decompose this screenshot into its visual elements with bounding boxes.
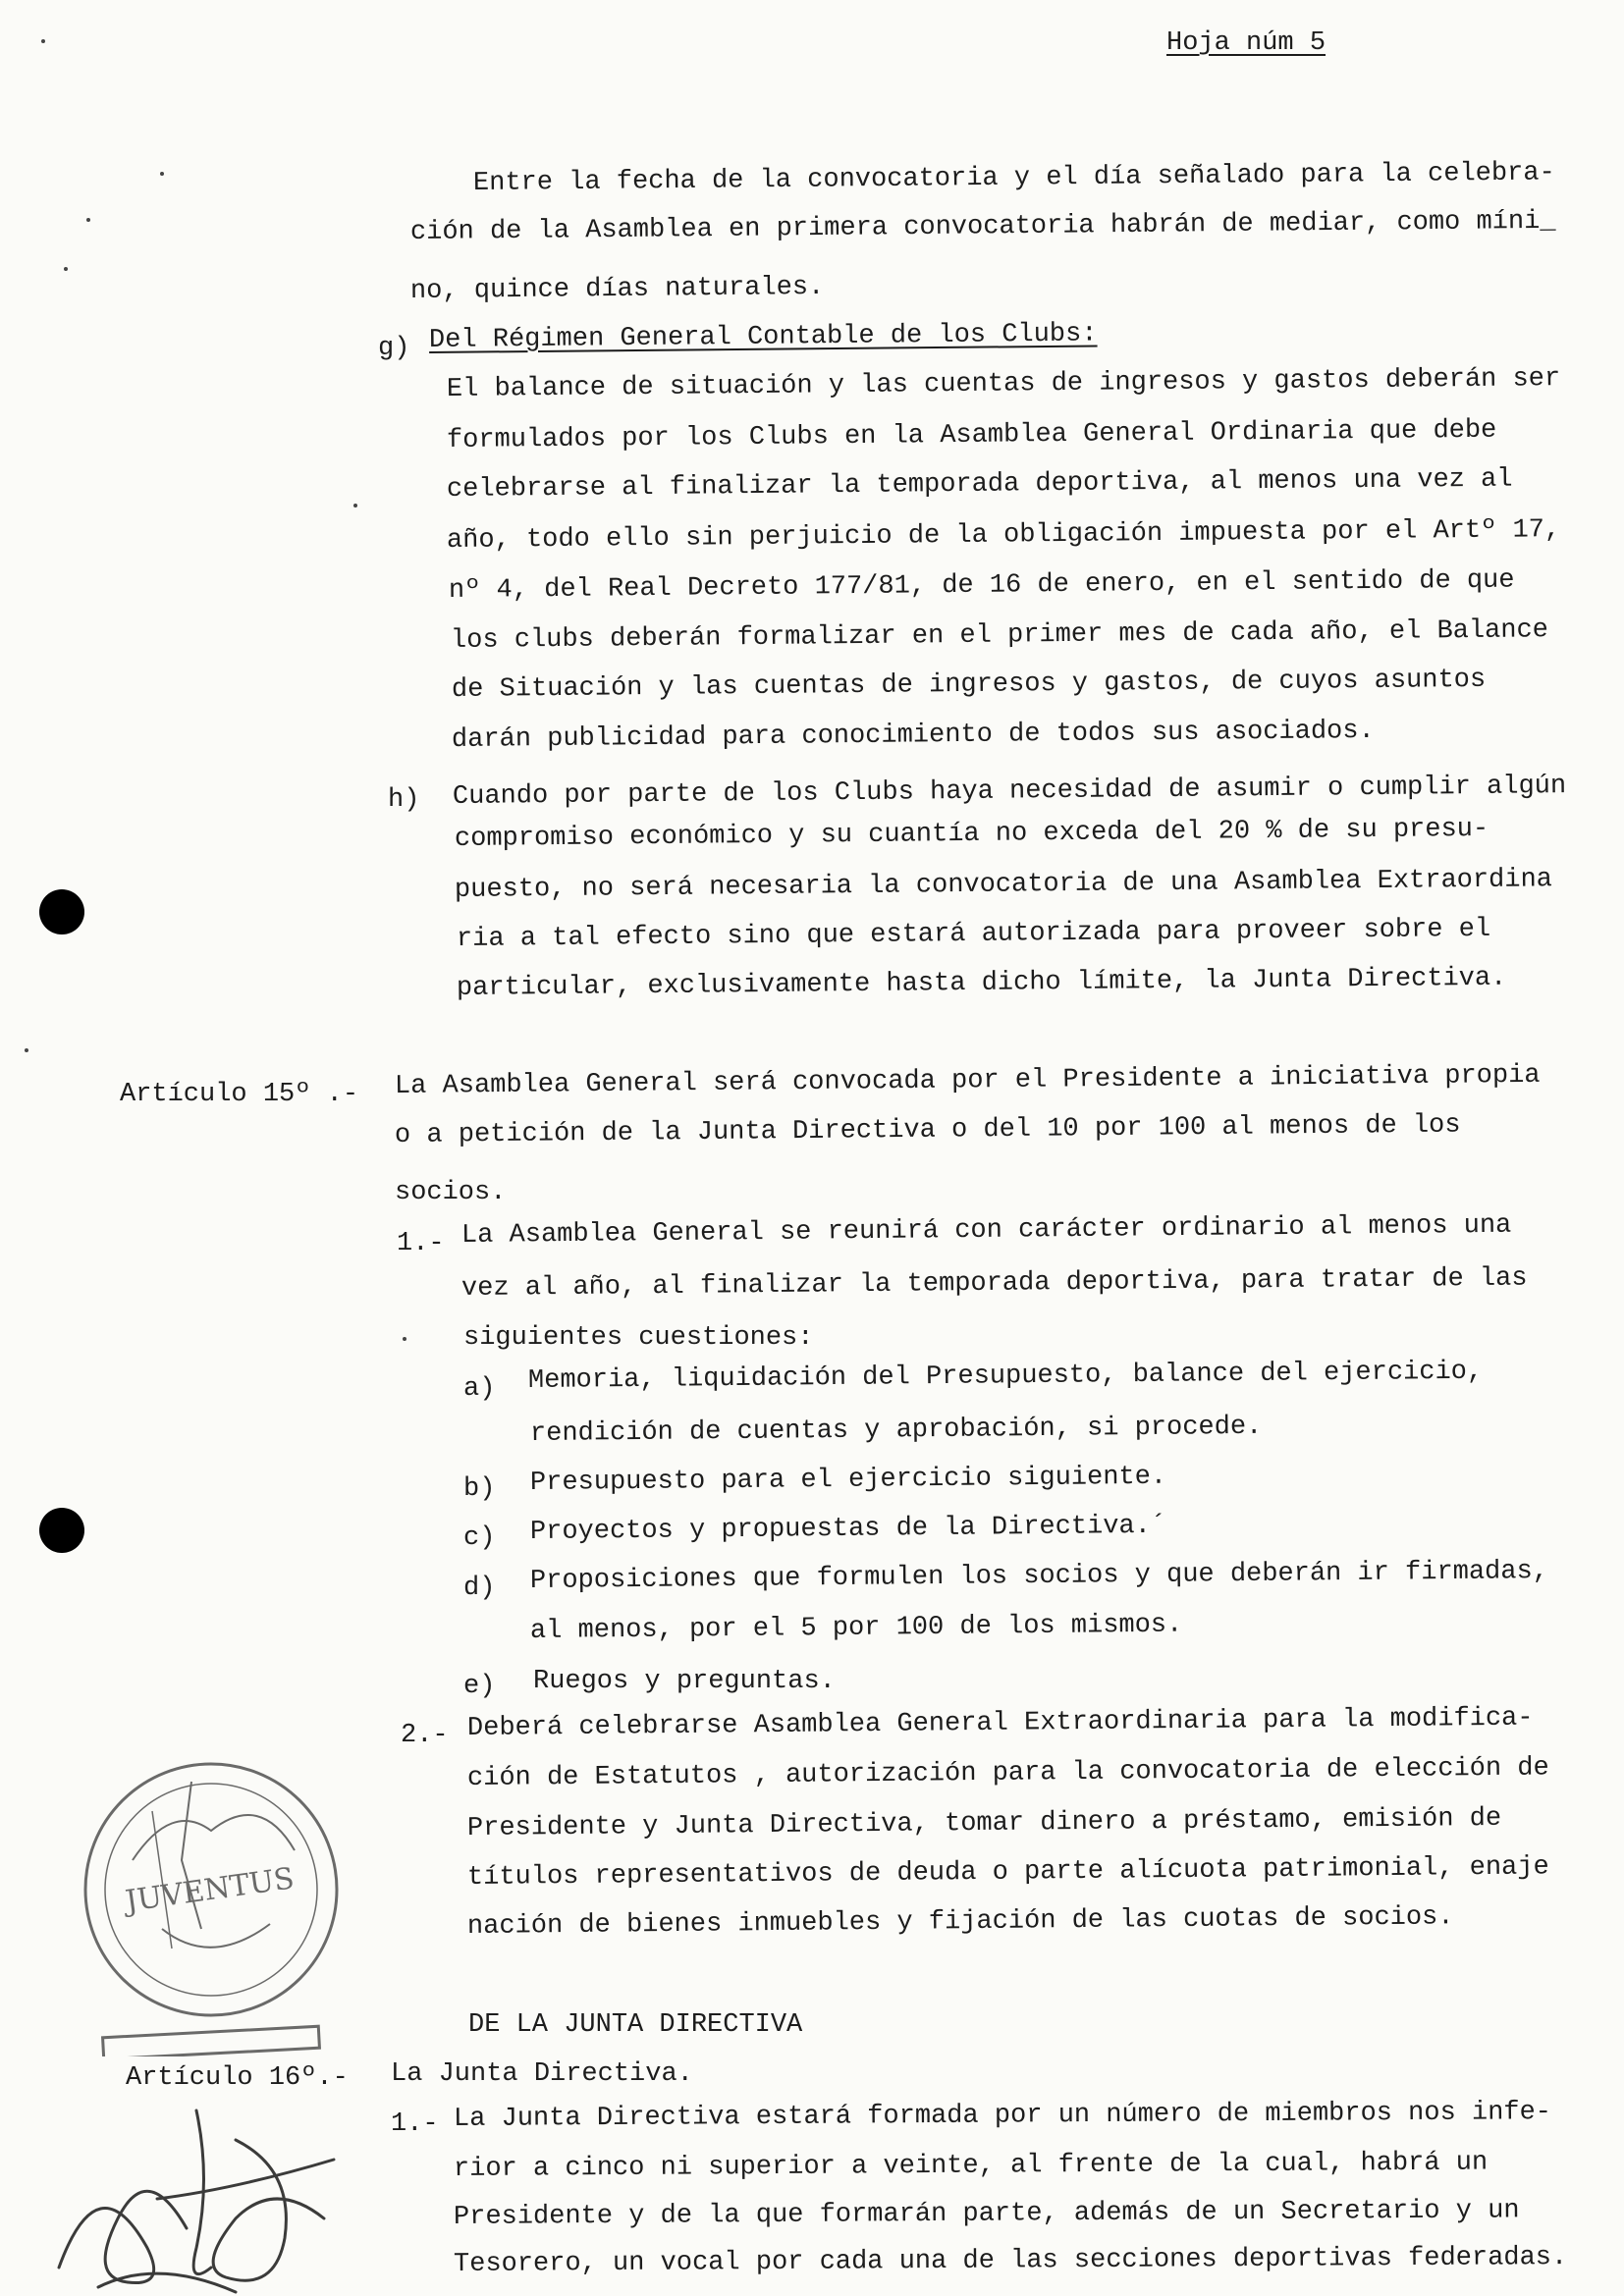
section-heading: DE LA JUNTA DIRECTIVA — [468, 2010, 803, 2040]
article-15-2-marker: 2.- — [401, 1721, 449, 1750]
item-a-marker: a) — [463, 1374, 496, 1404]
item-e-text: Ruegos y preguntas. — [533, 1667, 836, 1696]
g-title: Del Régimen General Contable de los Clubs: — [428, 319, 1098, 355]
article-15-2-text-line: ción de Estatutos , autorización para la convocatoria de elección de — [466, 1753, 1549, 1793]
item-b-marker: b) — [463, 1474, 496, 1504]
h-text-line: particular, exclusivamente hasta dicho límite, la Junta Directiva. — [456, 963, 1507, 1003]
speck — [64, 267, 68, 271]
article-15-1-text-line: La Asamblea General se reunirá con carácter ordinario al menos una — [460, 1210, 1512, 1251]
h-text-line: Cuando por parte de los Clubs haya necesidad de asumir o cumplir algún — [452, 772, 1567, 812]
item-c-marker: c) — [463, 1523, 496, 1553]
g-text-line: celebrarse al finalizar la temporada deportiva, al menos una vez al — [446, 464, 1513, 505]
article-15-text-line: socios. — [395, 1178, 507, 1207]
speck — [86, 218, 90, 222]
article-15-1-marker: 1.- — [397, 1229, 445, 1258]
article-16-label: Artículo 16º.- — [126, 2063, 349, 2093]
article-15-2-text-line: Deberá celebrarse Asamblea General Extraordinaria para la modifica- — [466, 1703, 1534, 1743]
g-text-line: formulados por los Clubs en la Asamblea General Ordinaria que debe — [446, 415, 1497, 455]
article-16-1-marker: 1.- — [391, 2109, 439, 2139]
speck — [160, 172, 164, 176]
intro-line-2: ción de la Asamblea en primera convocatoria habrán de mediar, como míni_ — [409, 206, 1556, 247]
intro-line-3: no, quince días naturales. — [409, 272, 825, 306]
item-b-text: Presupuesto para el ejercicio siguiente. — [529, 1462, 1167, 1498]
g-text-line: año, todo ello sin perjuicio de la obligación impuesta por el Artº 17, — [446, 515, 1561, 556]
item-d-text-line: Proposiciones que formulen los socios y que deberán ir firmadas, — [529, 1557, 1549, 1596]
punch-hole-bottom — [39, 1508, 84, 1553]
article-15-2-text-line: Presidente y Junta Directiva, tomar dinero a préstamo, emisión de — [466, 1803, 1502, 1843]
item-c-text: Proyectos y propuestas de la Directiva.´ — [529, 1511, 1167, 1547]
item-d-text-line: al menos, por el 5 por 100 de los mismos. — [529, 1610, 1183, 1646]
item-a-text-line: Memoria, liquidación del Presupuesto, balance del ejercicio, — [527, 1357, 1484, 1396]
article-16-1-text-line: La Junta Directiva estará formada por un número de miembros nos infe- — [453, 2098, 1552, 2134]
punch-hole-top — [39, 889, 84, 934]
article-15-2-text-line: nación de bienes inmuebles y fijación de las cuotas de socios. — [466, 1902, 1454, 1942]
item-a-text-line: rendición de cuentas y aprobación, si procede. — [529, 1412, 1263, 1449]
g-text-line: los clubs deberán formalizar en el primer mes de cada año, el Balance — [450, 615, 1549, 656]
page-number-label: Hoja núm 5 — [1166, 28, 1326, 58]
stamp-text: JUVENTUS — [123, 1861, 297, 1919]
speck — [403, 1337, 406, 1341]
g-text-line: nº 4, del Real Decreto 177/81, de 16 de enero, en el sentido de que — [448, 565, 1515, 606]
article-16-1-text-line: Tesorero, un vocal por cada una de las secciones deportivas federadas. — [453, 2243, 1568, 2279]
item-d-marker: d) — [463, 1574, 496, 1603]
item-e-marker: e) — [463, 1672, 496, 1701]
article-16-1-text-line: rior a cinco ni superior a veinte, al frente de la cual, habrá un — [453, 2148, 1489, 2184]
h-marker: h) — [388, 785, 420, 815]
speck — [353, 504, 357, 507]
article-15-label: Artículo 15º .- — [120, 1080, 359, 1109]
club-stamp — [64, 1742, 358, 2056]
article-16-title: La Junta Directiva. — [391, 2059, 693, 2089]
g-marker: g) — [378, 334, 410, 363]
speck — [41, 39, 45, 43]
intro-line-1: Entre la fecha de la convocatoria y el día señalado para la celebra- — [472, 158, 1555, 198]
article-16-1-text-line: Presidente y de la que formarán parte, además de un Secretario y un — [453, 2196, 1520, 2232]
g-text-line: darán publicidad para conocimiento de todos sus asociados. — [451, 716, 1375, 755]
handwritten-signature — [39, 2101, 403, 2296]
h-text-line: compromiso económico y su cuantía no exceda del 20 % de su presu- — [454, 814, 1489, 854]
article-15-text-line: o a petición de la Junta Directiva o del 10 por 100 al menos de los — [394, 1110, 1461, 1150]
g-text-line: El balance de situación y las cuentas de ingresos y gastos deberán ser — [446, 364, 1561, 404]
article-15-2-text-line: títulos representativos de deuda o parte alícuota patrimonial, enaje — [466, 1852, 1549, 1893]
h-text-line: puesto, no será necesaria la convocatoria de una Asamblea Extraordina — [454, 865, 1553, 905]
g-text-line: de Situación y las cuentas de ingresos y gastos, de cuyos asuntos — [451, 665, 1487, 705]
article-15-text-line: La Asamblea General será convocada por el Presidente a iniciativa propia — [394, 1060, 1541, 1101]
article-15-1-text-line: siguientes cuestiones: — [463, 1323, 814, 1353]
article-15-1-text-line: vez al año, al finalizar la temporada deportiva, para tratar de las — [460, 1263, 1528, 1304]
h-text-line: ria a tal efecto sino que estará autorizada para proveer sobre el — [456, 914, 1491, 954]
speck — [25, 1048, 28, 1052]
